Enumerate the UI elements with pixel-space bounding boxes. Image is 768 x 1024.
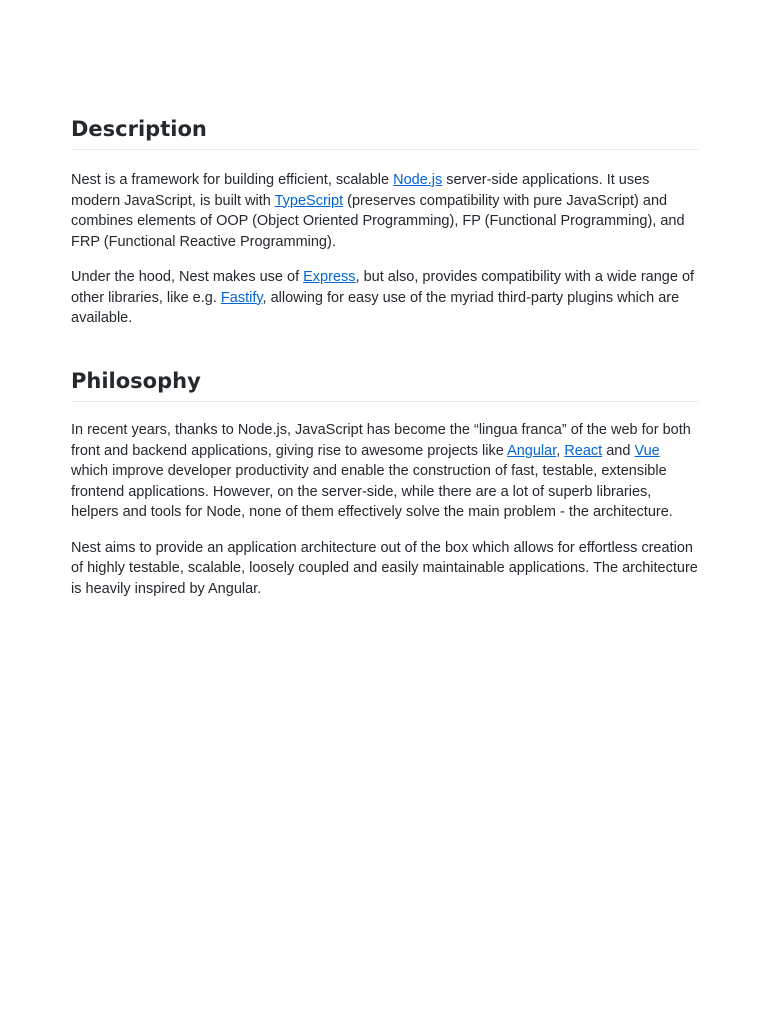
description-paragraph-1 — [71, 170, 699, 252]
description-heading: Description — [71, 116, 699, 150]
text-span: , — [556, 442, 565, 459]
philosophy-heading: Philosophy — [71, 368, 699, 402]
description-paragraph-2 — [71, 267, 699, 329]
vue-link[interactable]: Vue — [634, 442, 660, 459]
fastify-link[interactable]: Fastify — [220, 289, 263, 306]
express-link[interactable]: Express — [303, 269, 356, 285]
typescript-link[interactable]: TypeScript — [274, 192, 344, 209]
text-span: Nest aims to provide an application architecture out of the box which allows for effortless creation of highly testable, scalable, loosely coupled and easily maintainable applications. The architecture is heavily inspired by Angular. — [71, 539, 698, 597]
description-section — [71, 116, 699, 329]
text-span: In recent years, thanks to Node.js, JavaScript has become the “lingua franca” of the web for both front and backend applications, giving rise to awesome projects like — [71, 422, 691, 459]
text-span: server-side applications. It uses modern JavaScript, is built with — [71, 172, 650, 209]
text-span: and — [602, 442, 635, 459]
text-span: which improve developer productivity and enable the construction of fast, testable, extensible frontend applications. However, on the server-side, while there are a lot of superb libraries, helpers and tools for Node, none of them effectively solve the main problem - the architecture. — [71, 463, 673, 520]
angular-link[interactable]: Angular — [507, 442, 557, 459]
react-link[interactable]: React — [564, 442, 603, 459]
philosophy-paragraph-2 — [71, 538, 699, 600]
philosophy-section — [71, 368, 699, 599]
nodejs-link[interactable]: Node.js — [393, 172, 443, 188]
text-span: , but also, provides compatibility with a wide range of other libraries, like e.g. — [71, 269, 695, 306]
text-span: Nest is a framework for building efficient, scalable — [71, 172, 394, 188]
text-span: Under the hood, Nest makes use of — [71, 269, 304, 285]
philosophy-paragraph-1 — [71, 420, 699, 523]
text-span: , allowing for easy use of the myriad third-party plugins which are available. — [71, 289, 680, 326]
text-span: (preserves compatibility with pure JavaScript) and combines elements of OOP (Object Oriented Programming), FP (Functional Programming), and FRP (Functional Reactive Programming). — [71, 192, 685, 250]
